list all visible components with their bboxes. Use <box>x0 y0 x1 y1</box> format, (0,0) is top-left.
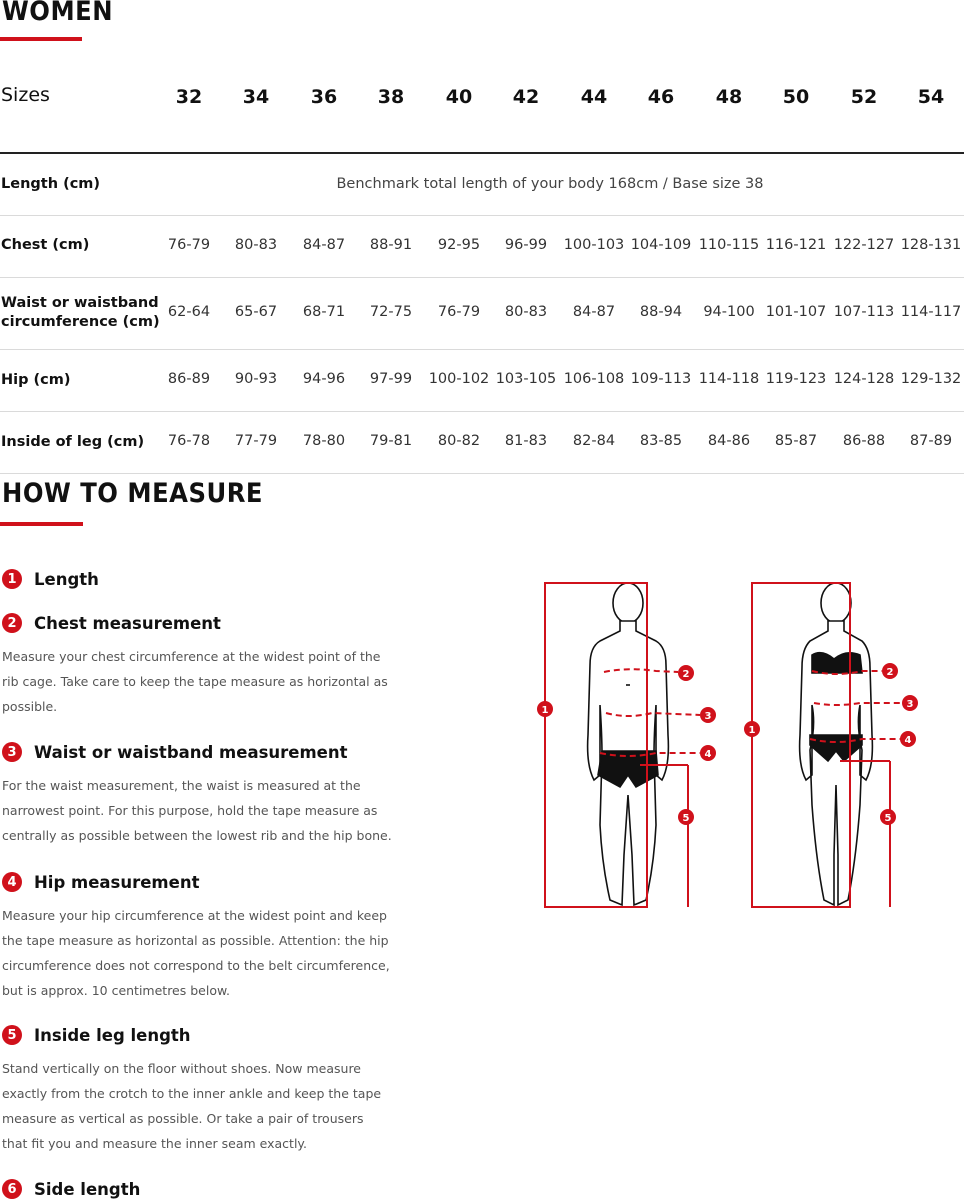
measure-item-hip <box>2 871 392 1003</box>
table-cell: 81-83 <box>504 433 548 449</box>
table-row-length <box>0 154 964 216</box>
table-cell: 100-103 <box>563 237 625 253</box>
measure-description: Stand vertically on the floor without shoes. Now measure exactly from the crotch to the inner ankle and keep the tape measure as vertical as possible. Or take a pair of trousers that fit you and measure the inner seam exactly. <box>2 1061 382 1151</box>
table-cell: 87-89 <box>909 433 953 449</box>
waist-label-line: Waist or waistband <box>1 295 159 311</box>
table-cell: 85-87 <box>774 433 818 449</box>
table-cell: 76-79 <box>437 304 481 320</box>
measure-title: Waist or waistband measurement <box>34 742 348 762</box>
table-cell: 78-80 <box>302 433 346 449</box>
male-body-figure <box>588 583 669 905</box>
table-cell: 96-99 <box>504 237 548 253</box>
size-header: 40 <box>445 86 473 108</box>
size-header: 52 <box>850 86 878 108</box>
measure-item-inside-leg <box>2 1024 392 1156</box>
number-5-icon: 5 <box>2 1025 22 1045</box>
how-to-measure-underline <box>0 522 83 526</box>
marker-label: 3 <box>704 711 712 722</box>
size-header: 44 <box>580 86 608 108</box>
table-cell: 100-102 <box>428 371 490 387</box>
size-header: 38 <box>377 86 405 108</box>
table-cell: 101-107 <box>765 304 827 320</box>
waist-label-line: circumference (cm) <box>1 314 160 330</box>
size-header: 48 <box>715 86 743 108</box>
waist-label <box>1 294 160 332</box>
table-row-inside-leg <box>0 412 964 474</box>
hip-label: Hip (cm) <box>1 372 71 388</box>
measure-item-waist <box>2 741 392 848</box>
measure-title: Chest measurement <box>34 613 221 633</box>
table-cell: 68-71 <box>302 304 346 320</box>
marker-label: 3 <box>906 699 914 710</box>
table-cell: 76-79 <box>167 237 211 253</box>
table-cell: 86-89 <box>167 371 211 387</box>
inside-leg-label: Inside of leg (cm) <box>1 434 145 450</box>
table-cell: 110-115 <box>698 237 760 253</box>
table-cell: 92-95 <box>437 237 481 253</box>
table-cell: 84-86 <box>707 433 751 449</box>
table-cell: 128-131 <box>900 237 962 253</box>
table-cell: 72-75 <box>369 304 413 320</box>
table-cell: 65-67 <box>234 304 278 320</box>
table-cell: 80-83 <box>504 304 548 320</box>
women-heading-underline <box>0 37 82 41</box>
measure-title: Length <box>34 569 99 589</box>
size-header: 42 <box>512 86 540 108</box>
number-4-icon: 4 <box>2 872 22 892</box>
table-cell: 84-87 <box>302 237 346 253</box>
table-cell: 114-117 <box>900 304 962 320</box>
table-cell: 114-118 <box>698 371 760 387</box>
table-cell: 129-132 <box>900 371 962 387</box>
table-cell: 122-127 <box>833 237 895 253</box>
marker-label: 5 <box>682 813 690 824</box>
marker-label: 1 <box>748 725 756 736</box>
marker-label: 2 <box>886 667 894 678</box>
number-1-icon: 1 <box>2 569 22 589</box>
number-2-icon: 2 <box>2 613 22 633</box>
size-header: 54 <box>917 86 945 108</box>
table-cell: 116-121 <box>765 237 827 253</box>
table-cell: 124-128 <box>833 371 895 387</box>
table-cell: 88-94 <box>639 304 683 320</box>
measure-item-length <box>2 568 392 590</box>
table-cell: 109-113 <box>630 371 692 387</box>
size-header: 36 <box>310 86 338 108</box>
number-3-icon: 3 <box>2 742 22 762</box>
table-cell: 90-93 <box>234 371 278 387</box>
size-header: 50 <box>782 86 810 108</box>
number-6-icon: 6 <box>2 1179 22 1199</box>
table-cell: 77-79 <box>234 433 278 449</box>
table-cell: 80-82 <box>437 433 481 449</box>
how-to-measure-heading: HOW TO MEASURE <box>2 478 263 509</box>
table-row-waist <box>0 278 964 350</box>
table-cell: 94-100 <box>703 304 755 320</box>
length-label: Length (cm) <box>1 176 101 192</box>
table-cell: 76-78 <box>167 433 211 449</box>
marker-label: 2 <box>682 669 690 680</box>
female-body-figure <box>800 583 873 905</box>
marker-label: 4 <box>704 749 712 760</box>
size-header: 34 <box>242 86 270 108</box>
marker-label: 1 <box>541 705 549 716</box>
measure-description: For the waist measurement, the waist is measured at the narrowest point. For this purpose, hold the tape measure as centrally as possible between the lowest rib and the hip bone. <box>2 778 392 843</box>
table-row-sizes <box>0 60 964 154</box>
measure-description: Measure your hip circumference at the widest point and keep the tape measure as horizontal as possible. Attention: the hip circumference does not correspond to the belt circumference, but is approx. 10 centimetres below. <box>2 908 390 998</box>
table-cell: 62-64 <box>167 304 211 320</box>
table-cell: 94-96 <box>302 371 346 387</box>
table-cell: 107-113 <box>833 304 895 320</box>
table-cell: 104-109 <box>630 237 692 253</box>
length-note: Benchmark total length of your body 168cm / Base size 38 <box>336 176 764 192</box>
table-cell: 119-123 <box>765 371 827 387</box>
measure-item-side-length <box>2 1178 392 1200</box>
chest-label: Chest (cm) <box>1 237 90 253</box>
size-header: 46 <box>647 86 675 108</box>
table-cell: 80-83 <box>234 237 278 253</box>
table-cell: 82-84 <box>572 433 616 449</box>
table-cell: 97-99 <box>369 371 413 387</box>
marker-label: 5 <box>884 813 892 824</box>
table-cell: 106-108 <box>563 371 625 387</box>
measure-item-chest <box>2 612 392 719</box>
table-cell: 84-87 <box>572 304 616 320</box>
table-cell: 83-85 <box>639 433 683 449</box>
table-cell: 86-88 <box>842 433 886 449</box>
measure-description: Measure your chest circumference at the widest point of the rib cage. Take care to keep the tape measure as horizontal as possible. <box>2 649 388 714</box>
table-row-hip <box>0 350 964 412</box>
size-header: 32 <box>175 86 203 108</box>
women-heading: WOMEN <box>2 0 114 27</box>
measure-title: Hip measurement <box>34 872 200 892</box>
marker-label: 4 <box>904 735 912 746</box>
measure-title: Side length <box>34 1179 141 1199</box>
table-cell: 88-91 <box>369 237 413 253</box>
table-cell: 103-105 <box>495 371 557 387</box>
table-cell: 79-81 <box>369 433 413 449</box>
body-figures-svg <box>530 575 930 915</box>
table-row-chest <box>0 216 964 278</box>
sizes-label: Sizes <box>1 84 50 106</box>
measure-title: Inside leg length <box>34 1025 191 1045</box>
measurement-illustration <box>530 575 930 919</box>
